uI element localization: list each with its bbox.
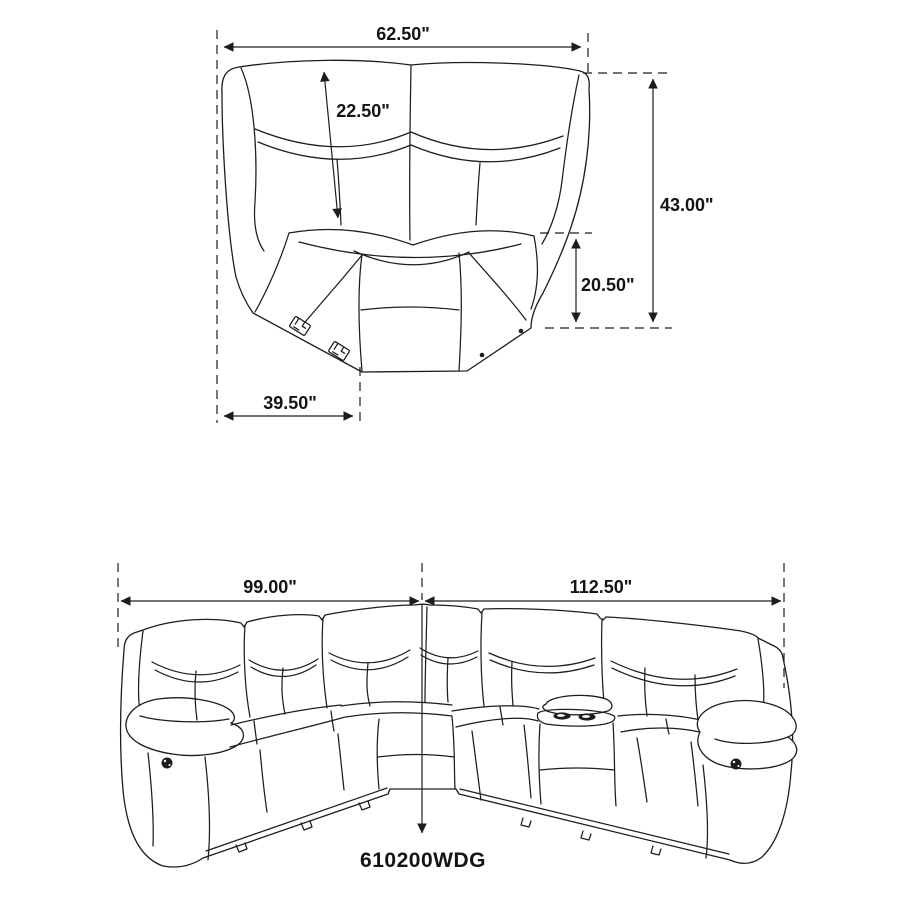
dimension-overall-height bbox=[653, 79, 714, 322]
dimension-right-width bbox=[425, 577, 781, 601]
dimension-label-overall-height: 43.00" bbox=[660, 195, 714, 215]
dimension-label-right-width: 112.50" bbox=[569, 577, 633, 597]
foot-notch bbox=[521, 818, 531, 827]
dimension-label-width: 62.50" bbox=[376, 24, 430, 44]
dimension-label-seat-height: 20.50" bbox=[581, 275, 635, 295]
connector-pin-dot bbox=[480, 353, 485, 358]
foot-notch bbox=[651, 846, 661, 855]
dimension-seat-height bbox=[576, 239, 635, 322]
sku-label: 610200WDG bbox=[360, 849, 486, 872]
dimension-label-base-width: 39.50" bbox=[263, 393, 317, 413]
cup-holder-icon bbox=[579, 713, 596, 720]
power-button-icon bbox=[162, 758, 173, 769]
dimension-width bbox=[224, 24, 581, 47]
corner-wedge-figure bbox=[222, 60, 590, 372]
power-button-icon bbox=[731, 759, 742, 770]
wedge-outline bbox=[222, 60, 590, 372]
dimension-label-back-height: 22.50" bbox=[336, 101, 390, 121]
dimension-label-left-width: 99.00" bbox=[243, 577, 297, 597]
cup-holder-icon bbox=[554, 712, 571, 719]
connector-pin-dot bbox=[519, 329, 524, 334]
dimension-base-width bbox=[224, 393, 353, 416]
right-arm-roll bbox=[697, 701, 796, 769]
sectional-figure bbox=[120, 604, 796, 867]
foot-notch bbox=[581, 831, 591, 840]
dimension-left-width bbox=[121, 577, 419, 601]
